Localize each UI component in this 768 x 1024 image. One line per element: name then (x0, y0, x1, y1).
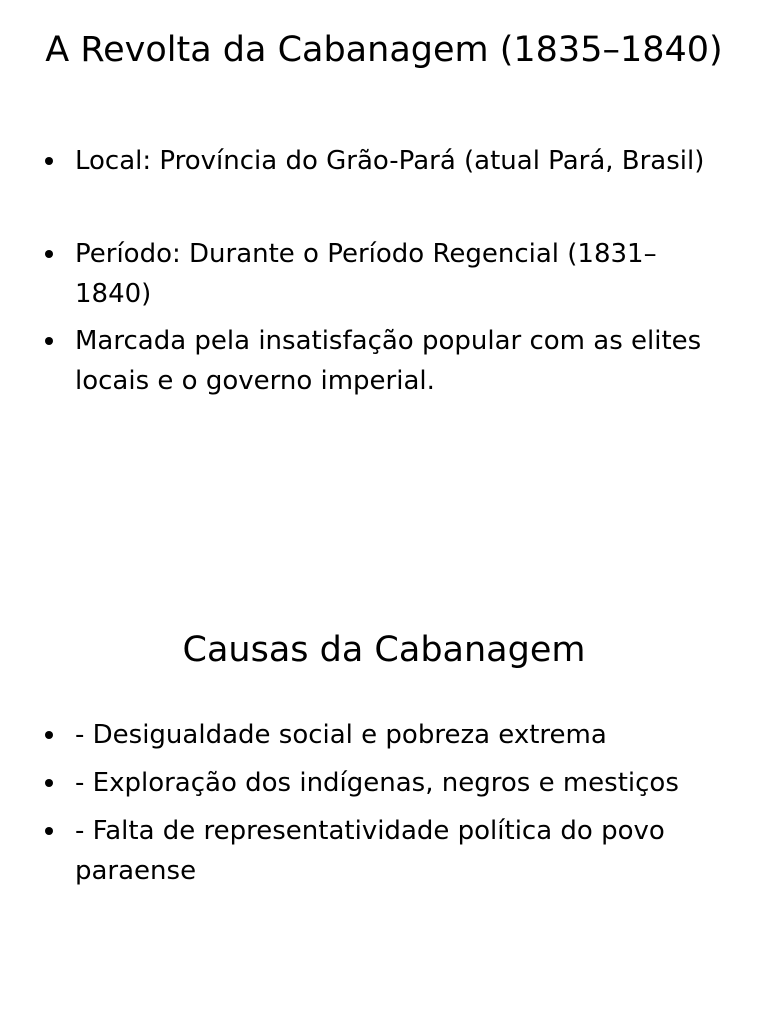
bullet-list (0, 141, 720, 408)
slide-title: Causas da Cabanagem (182, 630, 586, 670)
list-item (0, 321, 720, 401)
bullet-icon (45, 731, 53, 739)
list-item (0, 234, 720, 314)
bullet-text: Período: Durante o Período Regencial (1831–1840) (75, 239, 657, 309)
bullet-text: Local: Província do Grão-Pará (atual Pará, Brasil) (75, 146, 705, 176)
bullet-text: Marcada pela insatisfação popular com as elites locais e o governo imperial. (75, 326, 702, 396)
bullet-icon (45, 250, 53, 258)
bullet-icon (45, 157, 53, 165)
list-item (0, 141, 720, 181)
slide-title: A Revolta da Cabanagem (1835–1840) (45, 30, 723, 70)
bullet-text: - Falta de representatividade política do povo paraense (75, 816, 665, 886)
bullet-icon (45, 827, 53, 835)
list-item (0, 715, 720, 755)
list-item (0, 811, 720, 891)
list-item (0, 763, 720, 803)
bullet-list (0, 715, 720, 899)
slide-2 (0, 512, 768, 1024)
bullet-icon (45, 779, 53, 787)
bullet-icon (45, 337, 53, 345)
bullet-text: - Exploração dos indígenas, negros e mestiços (75, 768, 679, 798)
bullet-text: - Desigualdade social e pobreza extrema (75, 720, 607, 750)
